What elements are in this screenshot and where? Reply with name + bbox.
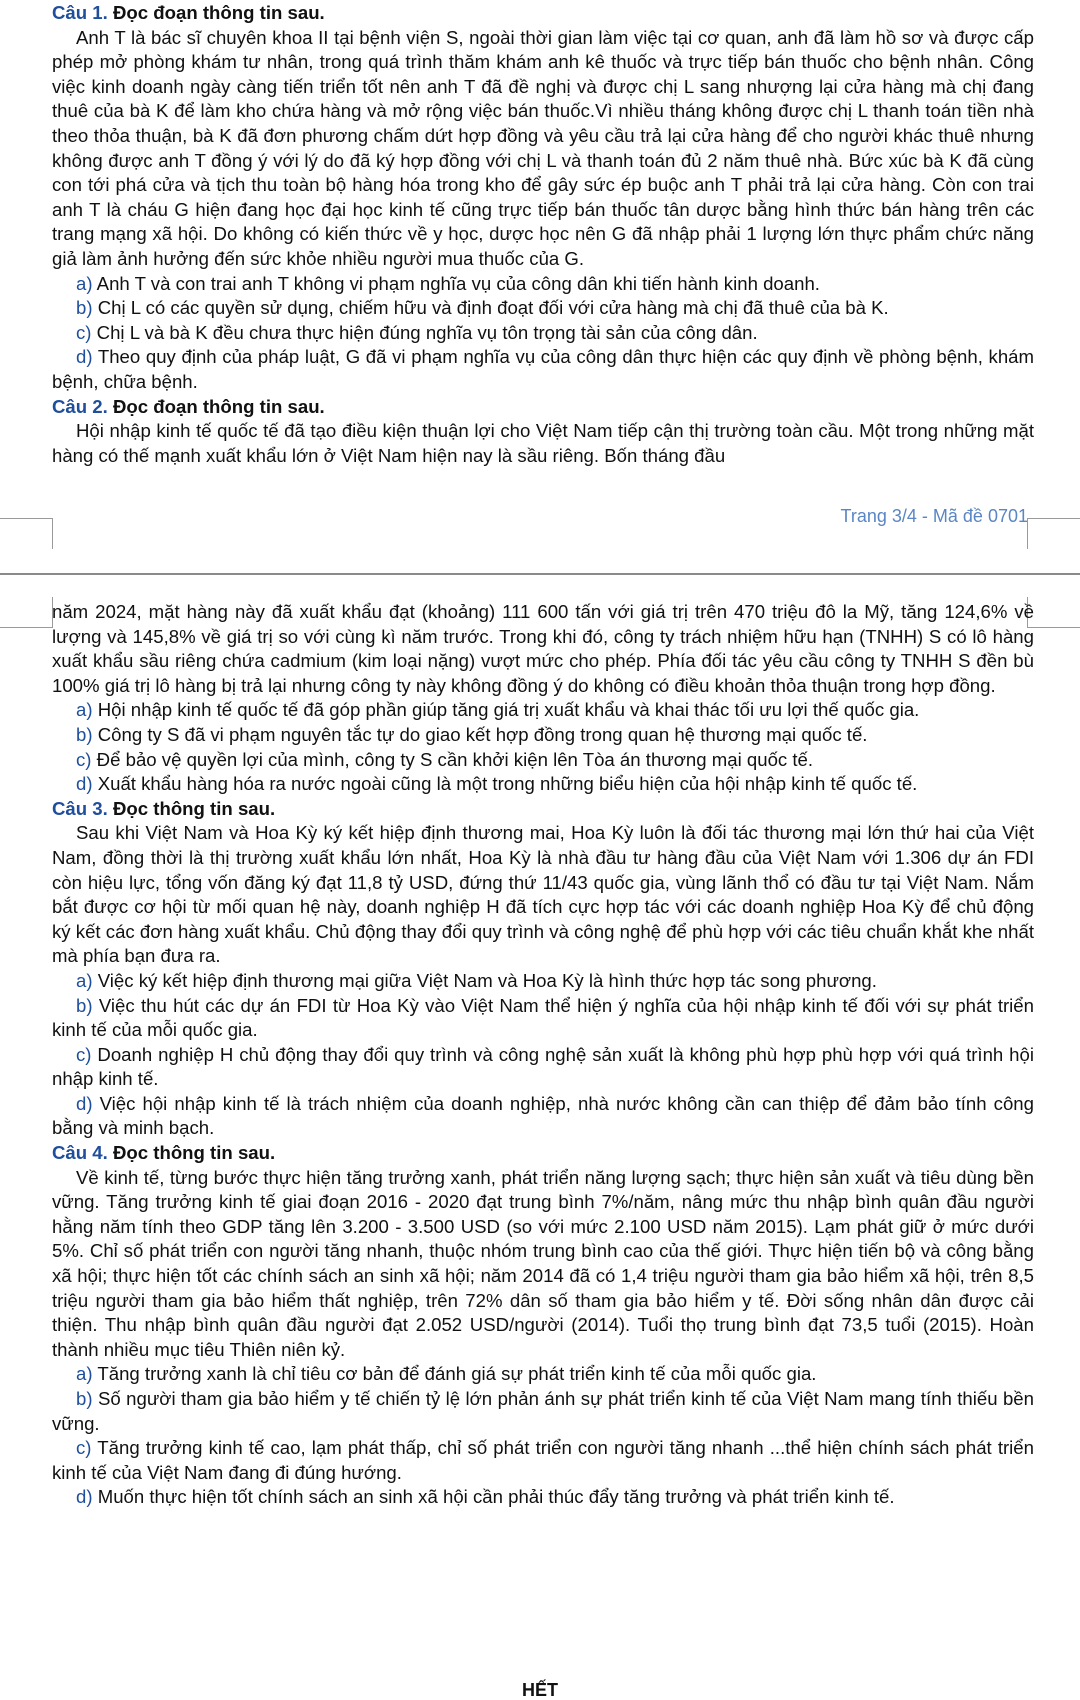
option-text: Số người tham gia bảo hiểm y tế chiến tỷ lệ lớn phản ánh sự phát triển kinh tế của Việt Nam mang tính thiếu bền vững.	[52, 1388, 1034, 1434]
question-2-option-d	[52, 772, 1034, 797]
option-text: Để bảo vệ quyền lợi của mình, công ty S cần khởi kiện lên Tòa án thương mại quốc tế.	[91, 748, 814, 770]
page-4-section	[0, 600, 1080, 1690]
page-footer: Trang 3/4 - Mã đề 0701	[840, 506, 1028, 526]
question-2-heading: Đọc đoạn thông tin sau.	[107, 395, 325, 417]
question-3-option-c	[52, 1043, 1034, 1092]
end-mark: HẾT	[522, 1680, 558, 1700]
option-letter: b)	[76, 297, 93, 319]
question-2-passage-continued: năm 2024, mặt hàng này đã xuất khẩu đạt (khoảng) 111 600 tấn với giá trị trên 470 triệu đô la Mỹ, tăng 124,6% về lượng và 145,8% về giá trị so với cùng kì năm trước. Trong khi đó, công ty trách nhiệm hữu hạn (TNHH) S có lô hàng xuất khẩu sầu riêng chứa cadmium (kim loại nặng) vượt mức cho phép. Phía đối tác yêu cầu công ty TNHH S đền bù 100% giá trị lô hàng bị trả lại nhưng công ty này không đồng ý do không có điều khoản thỏa thuận trong hợp đồng.	[52, 601, 1034, 696]
option-letter: c)	[76, 1437, 92, 1459]
question-4-option-b	[52, 1387, 1034, 1436]
question-1-option-b	[52, 296, 1034, 321]
option-text: Hội nhập kinh tế quốc tế đã góp phần giúp tăng giá trị xuất khẩu và khai thác tối ưu lợi thế quốc gia.	[92, 699, 920, 721]
question-3-passage: Sau khi Việt Nam và Hoa Kỳ ký kết hiệp định thương mai, Hoa Kỳ luôn là đối tác thương mại lớn thứ hai của Việt Nam, đồng thời là thị trường xuất khẩu lớn nhất, Hoa Kỳ là nhà đầu tư hàng đầu của Việt Nam với 1.306 dự án FDI còn hiệu lực, tổng vốn đăng ký đạt 11,8 tỷ USD, đứng thứ 11/43 quốc gia, vùng lãnh thổ có đầu tư tại Việt Nam. Nắm bắt được cơ hội từ mối quan hệ này, doanh nghiệp H đã tích cực hợp tác với các doanh nghiệp Hoa Kỳ để chủ động ký kết các đơn hàng xuất khẩu. Chủ động thay đổi quy trình và công nghệ để phù hợp với các tiêu chuẩn khắt khe nhất mà phía bạn đưa ra.	[52, 822, 1034, 967]
option-letter: a)	[76, 1363, 93, 1385]
option-letter: a)	[76, 699, 93, 721]
question-1-label: Câu 1.	[52, 2, 108, 23]
option-text: Tăng trưởng kinh tế cao, lạm phát thấp, chỉ số phát triển con người tăng nhanh ...thể hiện chính sách phát triển kinh tế của Việt Nam đang đi đúng hướng.	[52, 1437, 1034, 1483]
option-text: Doanh nghiệp H chủ động thay đổi quy trình và công nghệ sản xuất là không phù hợp phù hợp với quá trình hội nhập kinh tế.	[52, 1043, 1034, 1090]
option-letter: b)	[76, 994, 93, 1016]
question-4-label: Câu 4.	[52, 1142, 108, 1164]
question-2-option-c	[52, 748, 1034, 773]
question-4-passage: Về kinh tế, từng bước thực hiện tăng trưởng xanh, phát triển năng lượng sạch; thực hiện sản xuất và tiêu dùng bền vững. Tăng trưởng kinh tế giai đoạn 2016 - 2020 đạt trung bình 7%/năm, nâng mức thu nhập bình quân đầu người hằng năm tính theo GDP tăng lên 3.200 - 3.500 USD (so với mức 2.100 USD năm 2015). Lạm phát giữ ở mức dưới 5%. Chỉ số phát triển con người tăng nhanh, thuộc nhóm trung bình cao của thế giới. Thực hiện tiến bộ và công bằng xã hội; thực hiện tốt các chính sách an sinh xã hội; năm 2014 đã có 1,4 triệu người tham gia bảo hiểm xã hội, trên 8,5 triệu người tham gia bảo hiểm thất nghiệp, trên 72% dân số tham gia bảo hiểm y tế. Đời sống nhân dân được cải thiện. Thu nhập bình quân đầu người đạt 2.052 USD/người (2014). Tuổi thọ trung bình đạt 73,5 tuổi (2015). Hoàn thành nhiều mục tiêu Thiên niên kỷ.	[52, 1166, 1034, 1360]
option-letter: c)	[76, 748, 92, 770]
question-1-option-c	[52, 321, 1034, 346]
question-2-title	[52, 395, 1034, 420]
question-2-passage-start: Hội nhập kinh tế quốc tế đã tạo điều kiện thuận lợi cho Việt Nam tiếp cận thị trường toàn cầu. Một trong những mặt hàng có thế mạnh xuất khẩu lớn ở Việt Nam hiện nay là sầu riêng. Bốn tháng đầu	[52, 420, 1034, 466]
question-3-option-d	[52, 1092, 1034, 1141]
question-4-heading: Đọc thông tin sau.	[107, 1142, 276, 1164]
option-text: Việc ký kết hiệp định thương mại giữa Việt Nam và Hoa Kỳ là hình thức hợp tác song phương.	[92, 969, 877, 991]
option-text: Theo quy định của pháp luật, G đã vi phạm nghĩa vụ của công dân thực hiện các quy định về phòng bệnh, khám bệnh, chữa bệnh.	[52, 346, 1034, 392]
option-letter: d)	[76, 773, 93, 795]
option-text: Việc hội nhập kinh tế là trách nhiệm của doanh nghiệp, nhà nước không cần can thiệp để đảm bảo tính công bằng và minh bạch.	[52, 1092, 1034, 1139]
page-3-content	[52, 1, 1034, 468]
question-3-option-a	[52, 969, 1034, 994]
option-letter: b)	[76, 1388, 93, 1409]
option-letter: d)	[76, 346, 93, 368]
option-text: Việc thu hút các dự án FDI từ Hoa Kỳ vào Việt Nam thể hiện ý nghĩa của hội nhập kinh tế đối với sự phát triển kinh tế của mỗi quốc gia.	[52, 994, 1034, 1041]
question-4-title	[52, 1141, 1034, 1166]
question-3-title	[52, 797, 1034, 822]
option-letter: a)	[76, 272, 93, 294]
option-letter: c)	[76, 321, 92, 343]
page-corner-mark	[0, 518, 53, 549]
option-text: Xuất khẩu hàng hóa ra nước ngoài cũng là một trong những biểu hiện của hội nhập kinh tế quốc tế.	[92, 773, 918, 795]
question-4-option-c	[52, 1436, 1034, 1485]
page-corner-mark	[1027, 518, 1080, 549]
question-1-passage: Anh T là bác sĩ chuyên khoa II tại bệnh viện S, ngoài thời gian làm việc tại cơ quan, anh đã làm hồ sơ và được cấp phép mở phòng khám tư nhân, trong quá trình thăm khám anh kê thuốc và trực tiếp bán thuốc cho bệnh nhân. Công việc kinh doanh ngày càng tiến triển tốt nên anh T đã đề nghị và được chị L sang nhượng lại cửa hàng mà chị đang thuê của bà K để làm kho chứa hàng và mở rộng việc bán thuốc.Vì nhiều tháng không được chị L thanh toán tiền nhà theo thỏa thuận, bà K đã đơn phương chấm dứt hợp đồng và yêu cầu trả lại cửa hàng để cho người khác thuê nhưng không được anh T đồng ý với lý do đã ký hợp đồng với chị L và thanh toán đủ 2 năm thuê nhà. Bức xúc bà K đã cùng con tới phá cửa và tịch thu toàn bộ hàng hóa trong kho để gây sức ép buộc anh T phải trả lại cửa hàng. Còn con trai anh T là cháu G hiện đang học đại học kinh tế cũng trực tiếp bán thuốc tân dược bằng hình thức bán hàng trên các trang mạng xã hội. Do không có kiến thức về y học, dược học nên G đã nhập phải 1 lượng lớn thực phẩm chức năng giả làm ảnh hưởng đến sức khỏe nhiều người mua thuốc của G.	[52, 26, 1034, 269]
question-4-option-d	[52, 1485, 1034, 1510]
page-3-section	[0, 0, 1080, 560]
option-letter: b)	[76, 723, 93, 745]
option-text: Muốn thực hiện tốt chính sách an sinh xã hội cần phải thúc đẩy tăng trưởng và phát triển kinh tế.	[92, 1486, 895, 1508]
page-4-content	[52, 600, 1034, 1510]
question-4-option-a	[52, 1362, 1034, 1387]
question-1-option-a	[52, 272, 1034, 297]
option-text: Anh T và con trai anh T không vi phạm nghĩa vụ của công dân khi tiến hành kinh doanh.	[92, 272, 820, 294]
question-2-label: Câu 2.	[52, 395, 108, 417]
option-text: Chị L có các quyền sử dụng, chiếm hữu và định đoạt đối với cửa hàng mà chị đã thuê của bà K.	[92, 297, 889, 319]
option-text: Tăng trưởng xanh là chỉ tiêu cơ bản để đánh giá sự phát triển kinh tế của mỗi quốc gia.	[92, 1363, 817, 1385]
question-1-title	[52, 1, 1034, 26]
question-3-heading: Đọc thông tin sau.	[107, 797, 276, 819]
option-letter: d)	[76, 1092, 93, 1114]
option-letter: c)	[76, 1043, 92, 1065]
question-2-option-a	[52, 698, 1034, 723]
option-text: Chị L và bà K đều chưa thực hiện đúng nghĩa vụ tôn trọng tài sản của công dân.	[91, 321, 758, 343]
option-letter: a)	[76, 969, 93, 991]
question-2-option-b	[52, 723, 1034, 748]
question-1-option-d	[52, 345, 1034, 394]
question-3-label: Câu 3.	[52, 797, 108, 819]
option-text: Công ty S đã vi phạm nguyên tắc tự do giao kết hợp đồng trong quan hệ thương mại quốc tế.	[92, 723, 868, 745]
option-letter: d)	[76, 1486, 93, 1508]
question-1-heading: Đọc đoạn thông tin sau.	[107, 2, 325, 23]
question-3-option-b	[52, 994, 1034, 1043]
page-separator	[0, 573, 1080, 575]
